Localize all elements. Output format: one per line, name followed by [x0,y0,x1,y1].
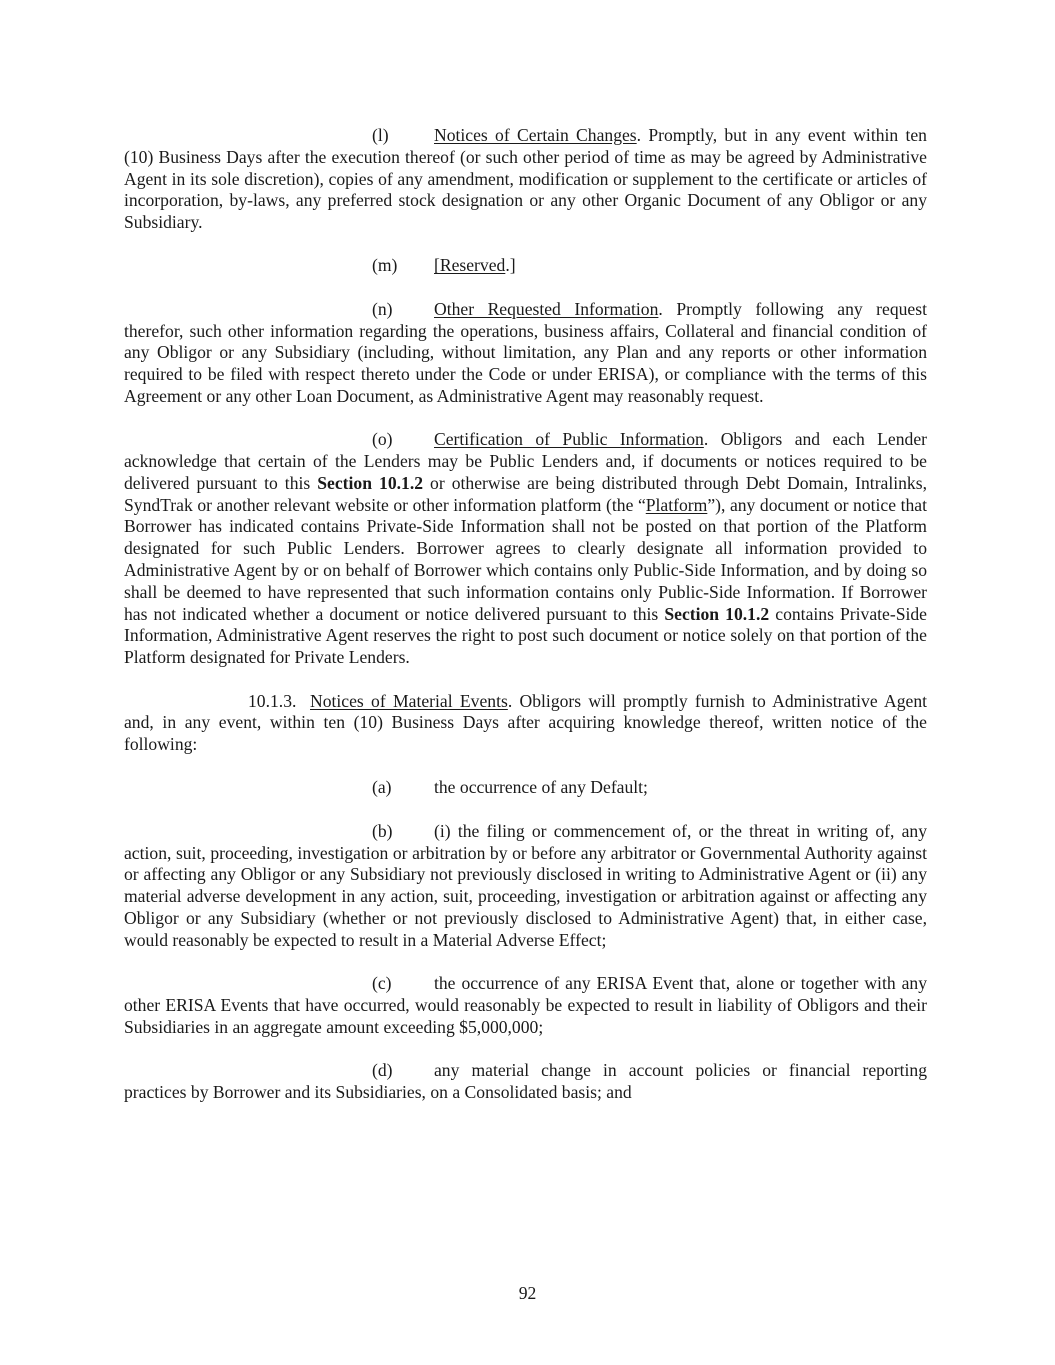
item-heading: Other Requested Information [434,298,659,319]
item-label: (n) [372,298,393,319]
item-m-paragraph [124,255,927,277]
subitem-d-paragraph [124,1060,927,1104]
section-1013-paragraph [124,691,927,756]
subitem-b-paragraph [124,821,927,952]
item-text: . Promptly, but in any event within ten (10) Business Days after the execution thereof (or such other period of time as may be agreed by Administrative Agent in its sole discretion), copies of any amendment, modification or supplement to the certificate or articles of incorporation, by-laws, any preferred stock designation or any other Organic Document of any Obligor or any Subsidiary. [124,125,927,233]
item-text: . Promptly following any request therefor, such other information regarding the operations, business affairs, Collateral and financial condition of any Obligor or any Subsidiary (including, without limitation, any Plan and any reports or other information required to be filed with respect thereto under the Code or under ERISA), or compliance with the terms of this Agreement or any other Loan Document, as Administrative Agent may reasonably request. [124,298,927,406]
item-text: .] [505,255,516,276]
subitem-text: (i) the filing or commencement of, or the threat in writing of, any action, suit, proceeding, investigation or arbitration by or before any arbitrator or Governmental Authority against or affecting any Obligor or any Subsidiary not previously disclosed in writing to Administrative Agent or (ii) any material adverse development in any action, suit, proceeding, investigation or arbitration against or affecting any Obligor or any Subsidiary (whether or not previously disclosed to Administrative Agent) that, in either case, would reasonably be expected to result in a Material Adverse Effect; [124,820,927,950]
subitem-text: the occurrence of any Default; [434,777,648,798]
item-heading: Certification of Public Information [434,429,704,450]
item-label: (m) [372,255,398,276]
subitem-label: (a) [372,777,392,798]
page-number: 92 [518,1283,537,1303]
item-label: (l) [372,125,389,145]
defined-term: Platform [645,494,708,515]
item-o-paragraph [124,429,927,669]
subitem-a-paragraph [124,777,927,799]
page-body [124,125,927,1125]
subitem-label: (b) [372,820,393,841]
item-n-paragraph [124,299,927,408]
item-label: (o) [372,429,393,450]
item-heading: Notices of Certain Changes [434,125,637,145]
item-heading: [Reserved [434,255,506,276]
subitem-label: (d) [372,1059,393,1080]
subitem-text: the occurrence of any ERISA Event that, alone or together with any other ERISA Events that have occurred, would reasonably be expected to result in liability of Obligors and their Subsidiaries in an aggregate amount exceeding $5,000,000; [124,973,927,1037]
section-number: 10.1.3. [248,690,297,711]
section-text: . Obligors will promptly furnish to Administrative Agent and, in any event, within ten (10) Business Days after acquiring knowledge thereof, written notice of the following: [124,690,927,755]
section-reference: Section 10.1.2 [664,603,770,624]
subitem-text: any material change in account policies or financial reporting practices by Borrower and its Subsidiaries, on a Consolidated basis; and [124,1059,927,1102]
section-reference: Section 10.1.2 [317,472,424,493]
section-heading: Notices of Material Events [310,690,508,711]
item-text: contains Private-Side Information, Administrative Agent reserves the right to post such document or notice solely on that portion of the Platform designated for Private Lenders. [124,603,927,668]
subitem-c-paragraph [124,973,927,1038]
item-l-paragraph [124,125,927,234]
item-text: or otherwise are being distributed through Debt Domain, Intralinks, SyndTrak or another relevant website or other information platform (the “ [124,472,927,515]
item-text: . Obligors and each Lender acknowledge that certain of the Lenders may be Public Lenders and, if documents or notices required to be delivered pursuant to this [124,429,927,493]
item-text: ”), any document or notice that Borrower has indicated contains Private-Side Information shall not be posted on that portion of the Platform designated for such Public Lenders. Borrower agrees to clearly designate all information provided to Administrative Agent by or on behalf of Borrower which contains only Public-Side Information, and by doing so shall be deemed to have represented that such information contains only Public-Side Information. If Borrower has not indicated whether a document or notice delivered pursuant to this [124,494,927,624]
subitem-label: (c) [372,973,392,993]
